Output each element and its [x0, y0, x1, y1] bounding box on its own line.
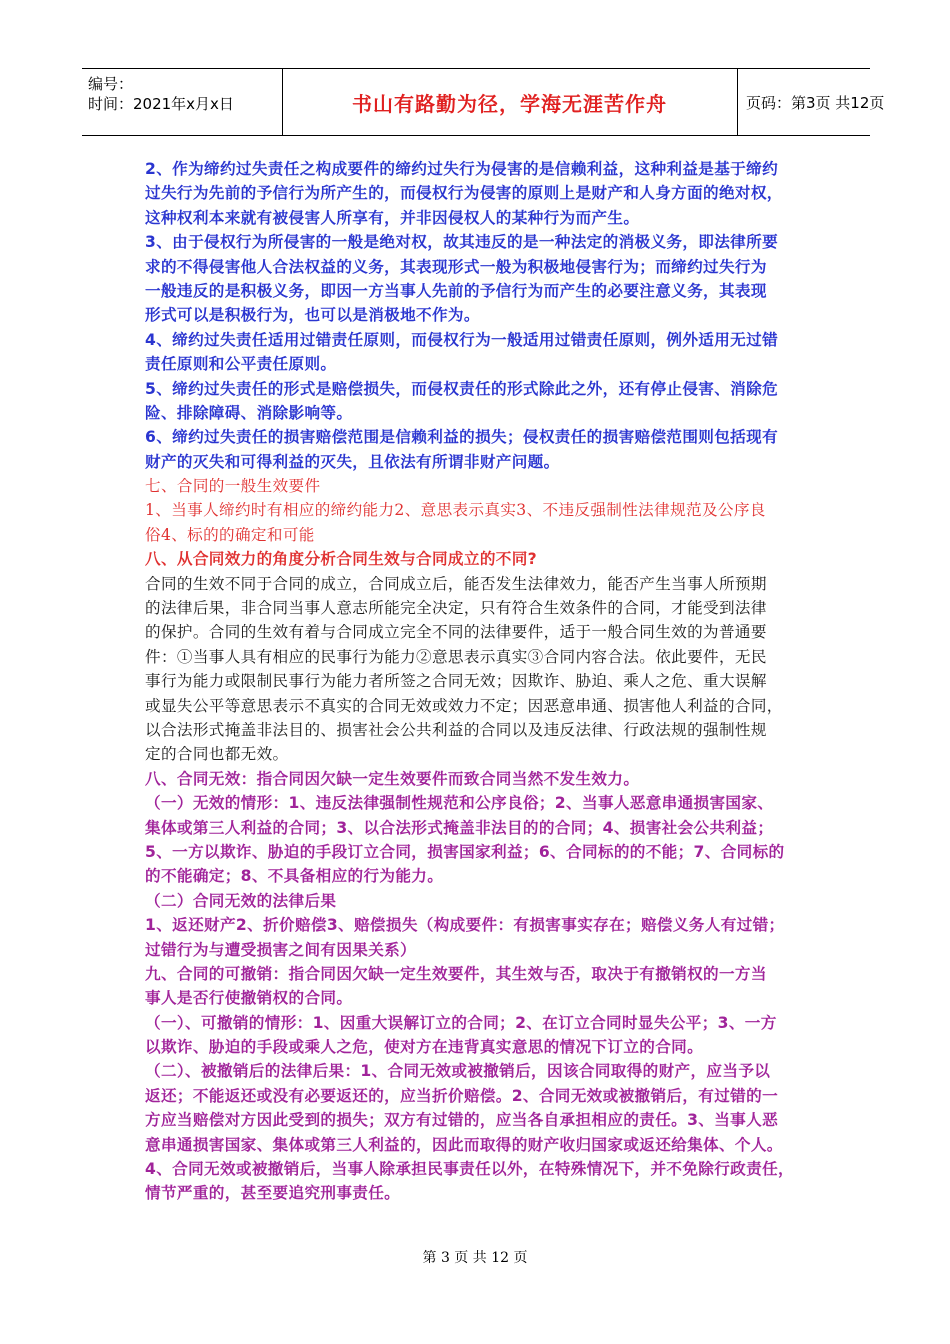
text-line: 事行为能力或限制民事行为能力者所签之合同无效；因欺诈、胁迫、乘人之危、重大误解 [145, 672, 767, 691]
page-header [82, 68, 885, 136]
text-line: 合同的生效不同于合同的成立，合同成立后，能否发生法律效力，能否产生当事人所预期 [145, 574, 767, 593]
text-line: 事人是否行使撤销权的合同。 [145, 989, 353, 1008]
page-number-info: 页码：第3页 共12页 [746, 93, 885, 112]
text-line: 的不能确定；8、不具备相应的行为能力。 [145, 867, 444, 886]
number-label: 编号： [88, 75, 134, 93]
text-line: 八、合同无效：指合同因欠缺一定生效要件而致合同当然不发生效力。 [145, 769, 640, 788]
text-line: 俗4、标的的确定和可能 [145, 525, 315, 544]
text-line: 过错行为与遭受损害之间有因果关系） [145, 940, 417, 959]
text-line: 6、缔约过失责任的损害赔偿范围是信赖利益的损失；侵权责任的损害赔偿范围则包括现有 [145, 428, 779, 447]
text-line: 5、缔约过失责任的形式是赔偿损失，而侵权责任的形式除此之外，还有停止侵害、消除危 [145, 379, 779, 398]
text-line: 责任原则和公平责任原则。 [145, 355, 337, 374]
text-line: 财产的灭失和可得利益的灭失，且依法有所谓非财产问题。 [145, 452, 560, 471]
text-line: （一）、可撤销的情形：1、因重大误解订立的合同；2、在订立合同时显失公平；3、一方 [145, 1013, 777, 1032]
text-line: 这种权利本来就有被侵害人所享有，并非因侵权人的某种行为而产生。 [145, 208, 640, 227]
text-line: 七、合同的一般生效要件 [145, 477, 321, 496]
header-left-cell [82, 69, 283, 135]
text-line: 过失行为先前的予信行为所产生的，而侵权行为侵害的原则上是财产和人身方面的绝对权， [145, 184, 783, 203]
time-label: 时间：2021年x月x日 [88, 95, 234, 113]
text-line: 4、缔约过失责任适用过错责任原则，而侵权行为一般适用过错责任原则，例外适用无过错 [145, 330, 779, 349]
text-line: 返还；不能返还或没有必要返还的，应当折价赔偿。2、合同无效或被撤销后，有过错的一 [145, 1086, 779, 1105]
text-line: 以欺诈、胁迫的手段或乘人之危，使对方在违背真实意思的情况下订立的合同。 [145, 1038, 704, 1057]
text-line: 以合法形式掩盖非法目的、损害社会公共利益的合同以及违反法律、行政法规的强制性规 [145, 720, 767, 739]
header-page-cell [738, 69, 885, 135]
text-line: 求的不得侵害他人合法权益的义务，其表现形式一般为积极地侵害行为；而缔约过失行为 [145, 257, 767, 276]
text-line: 4、合同无效或被撤销后，当事人除承担民事责任以外，在特殊情况下，并不免除行政责任， [145, 1160, 794, 1179]
text-line: 5、一方以欺诈、胁迫的手段订立合同，损害国家利益；6、合同标的的不能；7、合同标的 [145, 842, 785, 861]
text-line: 一般违反的是积极义务，即因一方当事人先前的予信行为而产生的必要注意义务，其表现 [145, 281, 767, 300]
text-line: （一）无效的情形：1、违反法律强制性规范和公序良俗；2、当事人恶意串通损害国家、 [145, 794, 774, 813]
motto-text: 书山有路勤为径，学海无涯苦作舟 [352, 91, 667, 116]
text-line: 形式可以是积极行为，也可以是消极地不作为。 [145, 306, 480, 325]
text-line: 九、合同的可撤销：指合同因欠缺一定生效要件，其生效与否，取决于有撤销权的一方当 [145, 964, 767, 983]
text-line: 八、从合同效力的角度分析合同生效与合同成立的不同? [145, 550, 538, 569]
page-footer: 第 3 页 共 12 页 [422, 1250, 528, 1266]
text-line: 集体或第三人利益的合同；3、以合法形式掩盖非法目的的合同；4、损害社会公共利益； [145, 818, 774, 837]
text-line: （二）、被撤销后的法律后果：1、合同无效或被撤销后，因该合同取得的财产，应当予以 [145, 1062, 771, 1081]
text-line: 3、由于侵权行为所侵害的一般是绝对权，故其违反的是一种法定的消极义务，即法律所要 [145, 233, 779, 252]
text-line: 件：①当事人具有相应的民事行为能力②意思表示真实③合同内容合法。依此要件，无民 [145, 647, 767, 666]
text-line: 险、排除障碍、消除影响等。 [145, 403, 353, 422]
header-motto-cell [282, 69, 738, 135]
text-line: 1、当事人缔约时有相应的缔约能力2、意思表示真实3、不违反强制性法律规范及公序良 [145, 501, 766, 520]
text-line: 的保护。合同的生效有着与合同成立完全不同的法律要件，适于一般合同生效的为普通要 [145, 623, 767, 642]
text-line: 2、作为缔约过失责任之构成要件的缔约过失行为侵害的是信赖利益，这种利益是基于缔约 [145, 160, 779, 178]
text-line: 的法律后果，非合同当事人意志所能完全决定，只有符合生效条件的合同，才能受到法律 [145, 599, 767, 618]
text-line: 方应当赔偿对方因此受到的损失；双方有过错的，应当各自承担相应的责任。3、当事人恶 [145, 1111, 779, 1130]
text-line: 或显失公平等意思表示不真实的合同无效或效力不定；因恶意串通、损害他人利益的合同， [145, 696, 783, 715]
text-line: （二）合同无效的法律后果 [145, 891, 337, 910]
text-line: 1、返还财产2、折价赔偿3、赔偿损失（构成要件：有损害事实存在；赔偿义务人有过错； [145, 916, 785, 935]
text-line: 意串通损害国家、集体或第三人利益的，因此而取得的财产收归国家或返还给集体、个人。 [145, 1135, 783, 1154]
text-line: 情节严重的，甚至要追究刑事责任。 [145, 1184, 401, 1203]
body-text [145, 157, 810, 1206]
text-line: 定的合同也都无效。 [145, 745, 289, 764]
